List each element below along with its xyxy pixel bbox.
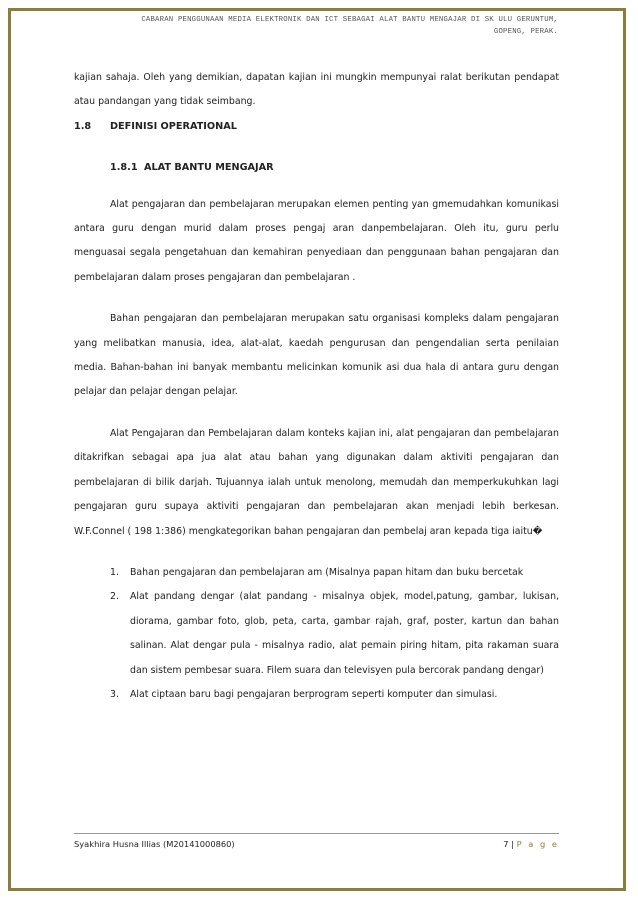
document-body [74, 66, 559, 707]
subsection-title: ALAT BANTU MENGAJAR [144, 162, 274, 174]
section-heading [74, 115, 559, 139]
section-title: DEFINISI OPERATIONAL [110, 120, 237, 132]
spacer [74, 290, 559, 307]
list-item [74, 561, 559, 585]
page-number: 7 [503, 839, 509, 849]
running-header [74, 14, 558, 38]
page-number-block [503, 839, 559, 849]
page-footer [74, 833, 559, 849]
subsection-number: 1.8.1 [110, 162, 138, 174]
body-paragraph-3: Alat Pengajaran dan Pembelajaran dalam konteks kajian ini, alat pengajaran dan pembelajaran ditakrifkan sebagai apa jua alat atau bahan yang digunakan dalam aktiviti pengajaran dan pembelajaran di bilik darjah. Tujuannya ialah untuk menolong, memudah dan memperkukuhkan lagi pengajaran guru supaya aktiviti pengajaran dan pembelajaran akan menjadi lebih berkesan. W.F.Connel ( 198 1:386) mengkategorikan bahan pengajaran dan pembelaj aran kepada tiga iaitu� [74, 427, 559, 537]
list-item-text: Alat pandang dengar (alat pandang - misalnya objek, model,patung, gambar, lukisan, diorama, gambar foto, glob, peta, carta, gambar rajah, graf, poster, kartun dan bahan salinan. Alat dengar pula - misalnya radio, alat pemain piring hitam, pita rakaman suara dan sistem pembesar suara. Filem suara dan televisyen pula bercorak pandang dengar) [130, 591, 559, 676]
body-paragraph-2: Bahan pengajaran dan pembelajaran merupakan satu organisasi kompleks dalam pengajaran yang melibatkan manusia, idea, alat-alat, kaedah pengurusan dan pengendalian serta penilaian media. Bahan-bahan ini banyak membantu melicinkan komunik asi dua hala di antara guru dengan pelajar dan pelajar dengan pelajar. [74, 313, 559, 398]
header-line-1: CABARAN PENGGUNAAN MEDIA ELEKTRONIK DAN ICT SEBAGAI ALAT BANTU MENGAJAR DI SK ULU GERUNTUM, [141, 16, 558, 24]
list-item-number: 3. [110, 688, 119, 700]
subsection-heading [74, 156, 559, 180]
header-line-2: GOPENG, PERAK. [493, 28, 558, 36]
spacer [74, 405, 559, 422]
list-item-number: 2. [110, 591, 119, 603]
list-item-number: 1. [110, 566, 119, 578]
spacer [74, 139, 559, 156]
page-label: P a g e [516, 839, 559, 849]
body-paragraph-1: Alat pengajaran dan pembelajaran merupakan elemen penting yan gmemudahkan komunikasi antara guru dengan murid dalam proses pengaj aran danpembelajaran. Oleh itu, guru perlu menguasai segala pengetahuan dan kemahiran penyediaan dan penggunaan bahan pengajaran dan pembelajaran dalam proses pengajaran dan pembelajaran . [74, 198, 559, 283]
list-item [74, 683, 559, 707]
list-item [74, 585, 559, 683]
category-list [74, 561, 559, 707]
footer-author: Syakhira Husna Illias (M20141000860) [74, 839, 235, 849]
spacer [74, 544, 559, 561]
list-item-text: Alat ciptaan baru bagi pengajaran berprogram seperti komputer dan simulasi. [130, 688, 498, 700]
list-item-text: Bahan pengajaran dan pembelajaran am (Misalnya papan hitam dan buku bercetak [130, 566, 524, 578]
spacer [74, 181, 559, 193]
page-separator: | [511, 839, 514, 849]
intro-paragraph: kajian sahaja. Oleh yang demikian, dapatan kajian ini mungkin mempunyai ralat berikutan pendapat atau pandangan yang tidak seimbang. [74, 72, 559, 108]
section-number: 1.8 [74, 120, 92, 132]
